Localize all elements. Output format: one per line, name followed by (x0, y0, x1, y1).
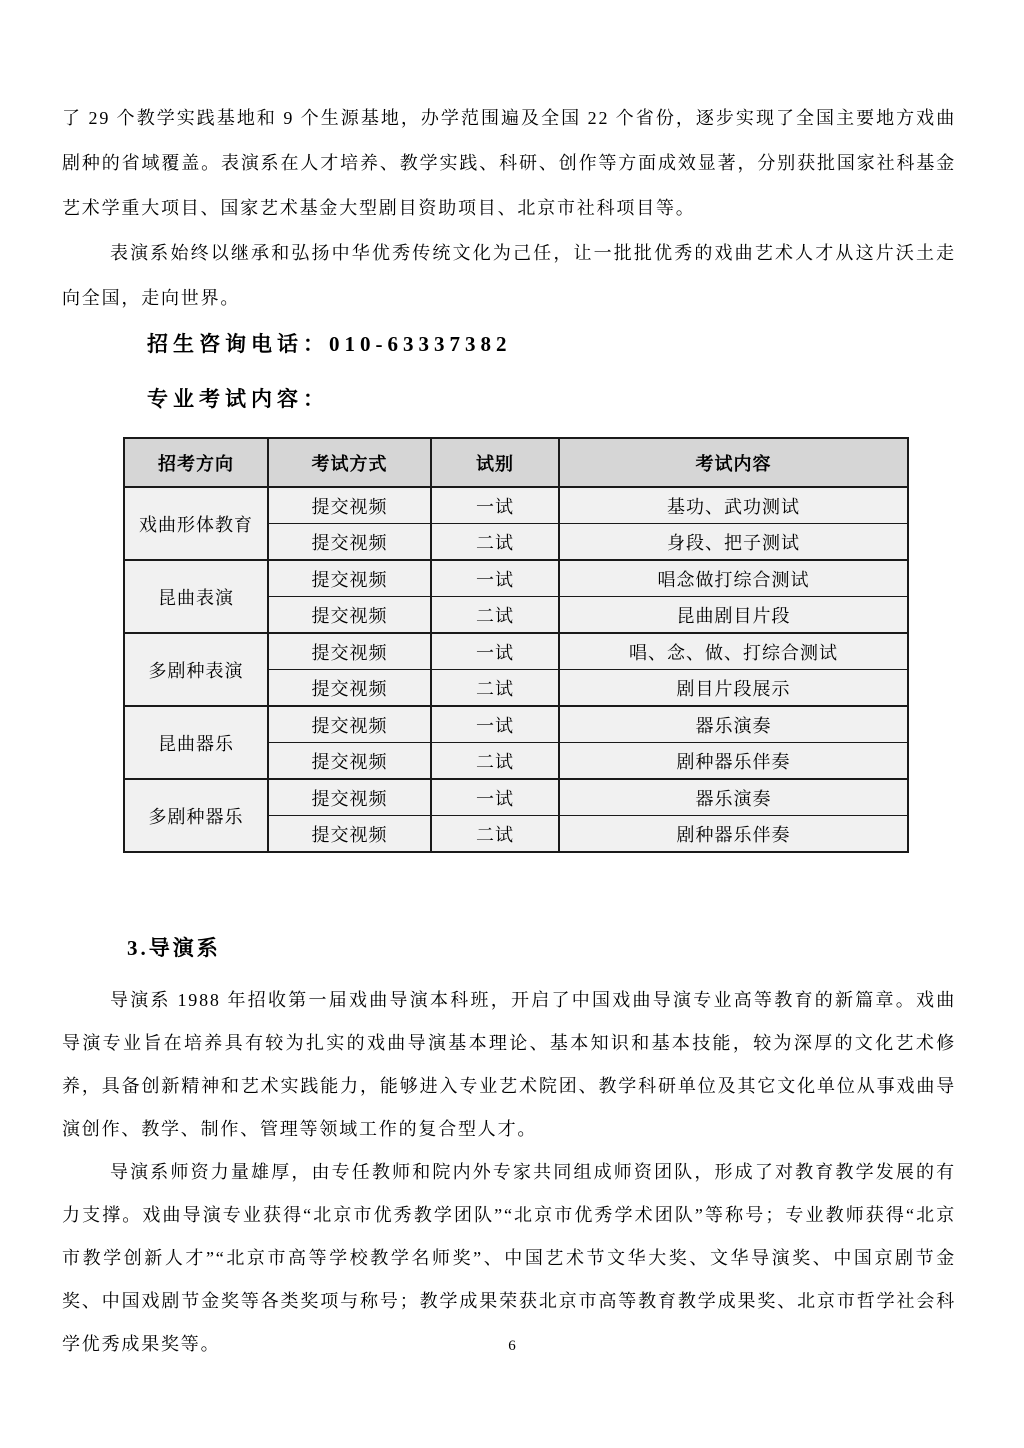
content-cell: 剧目片段展示 (559, 670, 908, 707)
table-header-row (124, 438, 908, 487)
paragraph-directing-dept-overview: 导演系 1988 年招收第一届戏曲导演本科班，开启了中国戏曲导演专业高等教育的新篇章。戏曲导演专业旨在培养具有较为扎实的戏曲导演基本理论、基本知识和基本技能，较为深厚的文化艺术修养，具备创新精神和艺术实践能力，能够进入专业艺术院团、教学科研单位及其它文化单位从事戏曲导演创作、教学、制作、管理等领域工作的复合型人才。 (62, 990, 956, 1139)
column-header-round: 试别 (431, 438, 559, 487)
exam-content-heading: 专业考试内容： (147, 387, 329, 411)
method-cell: 提交视频 (268, 779, 431, 816)
method-cell: 提交视频 (268, 597, 431, 634)
direction-cell: 多剧种表演 (124, 633, 268, 706)
paragraph-performance-dept-overview: 了 29 个教学实践基地和 9 个生源基地，办学范围遍及全国 22 个省份，逐步实现了全国主要地方戏曲剧种的省域覆盖。表演系在人才培养、教学实践、科研、创作等方面成效显著，分别获批国家社科基金艺术学重大项目、国家艺术基金大型剧目资助项目、北京市社科项目等。 (62, 108, 956, 218)
method-cell: 提交视频 (268, 487, 431, 524)
round-cell: 一试 (431, 779, 559, 816)
content-cell: 基功、武功测试 (559, 487, 908, 524)
method-cell: 提交视频 (268, 816, 431, 853)
content-cell: 剧种器乐伴奏 (559, 816, 908, 853)
column-header-content: 考试内容 (559, 438, 908, 487)
method-cell: 提交视频 (268, 706, 431, 743)
round-cell: 二试 (431, 524, 559, 561)
content-cell: 唱、念、做、打综合测试 (559, 633, 908, 670)
table-row (124, 779, 908, 816)
content-cell: 身段、把子测试 (559, 524, 908, 561)
content-cell: 器乐演奏 (559, 706, 908, 743)
method-cell: 提交视频 (268, 560, 431, 597)
column-header-method: 考试方式 (268, 438, 431, 487)
admission-phone-line (147, 329, 956, 359)
method-cell: 提交视频 (268, 524, 431, 561)
document-page (62, 96, 956, 1366)
round-cell: 二试 (431, 816, 559, 853)
round-cell: 二试 (431, 743, 559, 780)
round-cell: 一试 (431, 487, 559, 524)
content-cell: 剧种器乐伴奏 (559, 743, 908, 780)
table-row (124, 706, 908, 743)
method-cell: 提交视频 (268, 670, 431, 707)
content-cell: 昆曲剧目片段 (559, 597, 908, 634)
method-cell: 提交视频 (268, 633, 431, 670)
content-cell: 器乐演奏 (559, 779, 908, 816)
paragraph-directing-dept-faculty: 导演系师资力量雄厚，由专任教师和院内外专家共同组成师资团队，形成了对教育教学发展的有力支撑。戏曲导演专业获得“北京市优秀教学团队”“北京市优秀学术团队”等称号；专业教师获得“北京市教学创新人才”“北京市高等学校教学名师奖”、中国艺术节文华大奖、文华导演奖、中国京剧节金奖、中国戏剧节金奖等各类奖项与称号；教学成果荣获北京市高等教育教学成果奖、北京市哲学社会科学优秀成果奖等。 (62, 1162, 956, 1354)
table-row (124, 487, 908, 524)
phone-number: 010-63337382 (329, 332, 512, 356)
round-cell: 二试 (431, 670, 559, 707)
direction-cell: 昆曲器乐 (124, 706, 268, 779)
exam-table (123, 437, 909, 853)
round-cell: 二试 (431, 597, 559, 634)
method-cell: 提交视频 (268, 743, 431, 780)
section-heading-directing-dept: 3.导演系 (127, 936, 221, 960)
round-cell: 一试 (431, 633, 559, 670)
phone-label: 招生咨询电话： (147, 332, 329, 356)
paragraph-performance-dept-mission: 表演系始终以继承和弘扬中华优秀传统文化为己任，让一批批优秀的戏曲艺术人才从这片沃土走向全国，走向世界。 (62, 243, 956, 308)
direction-cell: 戏曲形体教育 (124, 487, 268, 560)
table-row (124, 633, 908, 670)
direction-cell: 昆曲表演 (124, 560, 268, 633)
page-number: 6 (508, 1338, 516, 1354)
content-cell: 唱念做打综合测试 (559, 560, 908, 597)
table-row (124, 560, 908, 597)
round-cell: 一试 (431, 706, 559, 743)
column-header-direction: 招考方向 (124, 438, 268, 487)
direction-cell: 多剧种器乐 (124, 779, 268, 852)
round-cell: 一试 (431, 560, 559, 597)
